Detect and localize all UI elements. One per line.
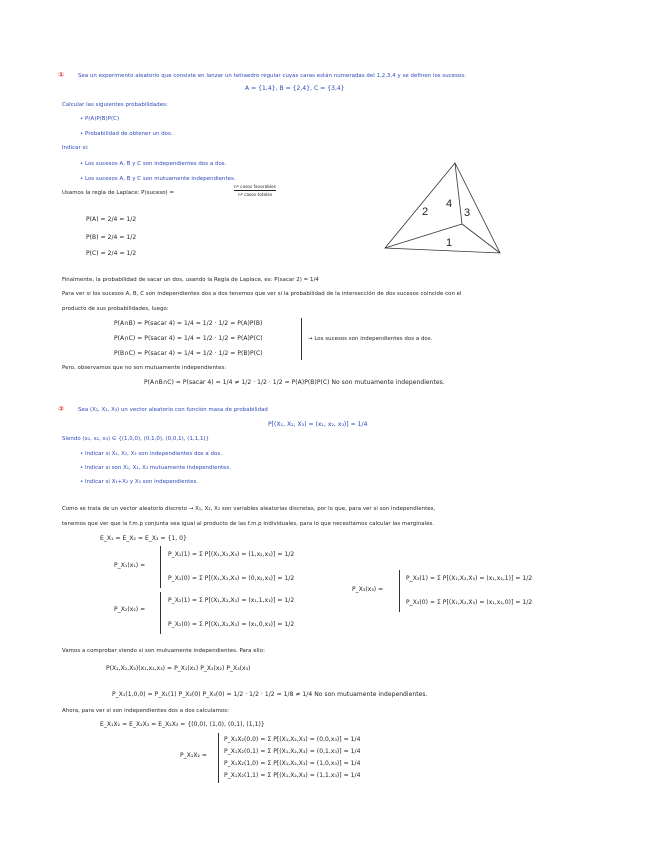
marg-x2-row-2: P_X₂(0) = Σ P[(X₁,X₂,X₃) = (x₁,0,x₃)] = 1/2	[168, 621, 295, 628]
p2-supports: E_X₁ = E_X₂ = E_X₃ = {1, 0}	[100, 535, 187, 542]
p2-item-1: • Indicar si X₁, X₂, X₃ son independientes dos a dos.	[80, 451, 222, 457]
pair-brace	[301, 318, 302, 360]
p2-pair-text: Ahora, para ver si son independientes dos a dos calculamos:	[62, 708, 229, 714]
laplace-denominator: nº casos totales	[238, 192, 273, 197]
problem-2-pmf: P[(X₁, X₂, X₃) = (x₁, x₂, x₃)] = 1/4	[268, 421, 368, 428]
marg-x2-brace	[160, 592, 161, 634]
marg-x2-row-1: P_X₂(1) = Σ P[(X₁,X₂,X₃) = (x₁,1,x₃)] = 1/2	[168, 597, 295, 604]
p2-mutual-check: P_X₁(1,0,0) = P_X₁(1) P_X₂(0) P_X₃(0) = 1/2 · 1/2 · 1/2 = 1/8 ≠ 1/4 No son mutuamente independientes.	[112, 691, 428, 698]
p2-mutual-eq: P(X₁,X₂,X₃)(x₁,x₂,x₃) = P_X₁(x₁) P_X₂(x₂) P_X₃(x₃)	[106, 665, 251, 672]
problem-2-siendo: Siendo (x₁, x₂, x₃) ∈ {(1,0,0), (0,1,0), (0,0,1), (1,1,1)}	[62, 436, 210, 442]
pair-row-ab: P(A∩B) = P(sacar 4) = 1/4 = 1/2 · 1/2 = P(A)P(B)	[114, 320, 263, 327]
p2-pair-row-3: P_X₁X₂(1,0) = Σ P[(X₁,X₂,X₃) = (1,0,x₃)] = 1/4	[224, 760, 361, 767]
p2-text-2: tenemos que ver que la f.m.p conjunta sea igual al producto de las f.m.p individuales, para lo que necesitamos calcular las marginales.	[62, 521, 435, 527]
p2-pair-row-2: P_X₁X₂(0,1) = Σ P[(X₁,X₂,X₃) = (0,1,x₃)] = 1/4	[224, 748, 361, 755]
calc-title: Calcular las siguientes probabilidades:	[62, 102, 168, 108]
problem-1-events: A = {1,4}, B = {2,4}, C = {3,4}	[245, 85, 345, 92]
prob-c: P(C) = 2/4 = 1/2	[86, 250, 137, 257]
marg-x3-brace	[399, 570, 400, 612]
calc-item-1: • P(A)P(B)P(C)	[80, 116, 120, 122]
indicate-item-2: • Los sucesos A, B y C son mutuamente independientes.	[80, 176, 236, 182]
p2-text-1: Como se trata de un vector aleatorio discreto → X₁, X₂, X₃ son variables aleatorias discretas, por lo que, para ver si son independientes,	[62, 506, 436, 512]
mutual-row: P(A∩B∩C) = P(sacar 4) = 1/4 ≠ 1/2 · 1/2 · 1/2 = P(A)P(B)P(C) No son mutuamente independientes.	[144, 379, 445, 386]
p2-pair-brace	[218, 733, 219, 783]
problem-1-number: ①	[58, 71, 64, 79]
prob-b: P(B) = 2/4 = 1/2	[86, 234, 137, 241]
mutual-text: Pero, observamos que no son mutuamente independientes:	[62, 365, 227, 371]
problem-2-number: ②	[58, 405, 64, 413]
laplace-numerator: nº casos favorables	[234, 184, 276, 189]
marg-x3-row-1: P_X₃(1) = Σ P[(X₁,X₂,X₃) = (x₁,x₂,1)] = 1/2	[406, 575, 533, 582]
p2-pair-support: E_X₁X₂ = E_X₁X₃ = E_X₂X₃ = {(0,0), (1,0), (0,1), (1,1)}	[100, 721, 265, 728]
indep-text-1: Para ver si los sucesos A, B, C son independientes dos a dos tenemos que ver si la probabilidad de la intersección de dos sucesos coincide con el	[62, 291, 462, 297]
prob-two-text: Finalmente, la probabilidad de sacar un dos, usando la Regla de Laplace, es: P(sacar 2) = 1/4	[62, 277, 319, 283]
face-label-1: 1	[446, 237, 453, 249]
p2-pair-row-1: P_X₁X₂(0,0) = Σ P[(X₁,X₂,X₃) = (0,0,x₃)] = 1/4	[224, 736, 361, 743]
marg-x1-brace	[160, 546, 161, 588]
marg-x3-label: P_X₃(x₃) =	[352, 586, 384, 593]
p2-pair-label: P_X₁X₂ =	[180, 752, 207, 759]
laplace-rule: Usamos la regla de Laplace: P(suceso) =	[62, 190, 175, 196]
marg-x1-row-1: P_X₁(1) = Σ P[(X₁,X₂,X₃) = (1,x₂,x₃)] = 1/2	[168, 551, 295, 558]
calc-item-2: • Probabilidad de obtener un dos.	[80, 131, 173, 137]
prob-a: P(A) = 2/4 = 1/2	[86, 216, 137, 223]
p2-pair-row-4: P_X₁X₂(1,1) = Σ P[(X₁,X₂,X₃) = (1,1,x₃)] = 1/4	[224, 772, 361, 779]
marg-x1-label: P_X₁(x₁) =	[114, 562, 146, 569]
face-label-4: 4	[446, 198, 453, 210]
p2-item-2: • Indicar si son X₁, X₂, X₃ mutuamente independientes.	[80, 465, 232, 471]
pair-row-ac: P(A∩C) = P(sacar 4) = 1/4 = 1/2 · 1/2 = P(A)P(C)	[114, 335, 263, 342]
face-label-3: 3	[464, 207, 471, 219]
marg-x1-row-2: P_X₁(0) = Σ P[(X₁,X₂,X₃) = (0,x₂,x₃)] = 1/2	[168, 575, 295, 582]
p2-mutual-text: Vamos a comprobar viendo si son mutuamente independientes. Para ello:	[62, 648, 265, 654]
indicate-item-1: • Los sucesos A, B y C son independientes dos a dos.	[80, 161, 227, 167]
marg-x3-row-2: P_X₃(0) = Σ P[(X₁,X₂,X₃) = (x₁,x₂,0)] = 1/2	[406, 599, 533, 606]
indicate-title: Indicar si:	[62, 145, 89, 151]
indep-text-2: producto de sus probabilidades, luego:	[62, 306, 169, 312]
problem-1-intro: Sea un experimento aleatorio que consiste en lanzar un tetraedro regular cuyas caras están numeradas del 1,2,3,4 y se definen los sucesos:	[78, 73, 467, 79]
marg-x2-label: P_X₂(x₂) =	[114, 606, 146, 613]
p2-item-3: • Indicar si X₁+X₂ y X₃ son independientes.	[80, 479, 199, 485]
pair-conclusion: → Los sucesos son independientes dos a dos.	[308, 336, 433, 342]
pair-row-bc: P(B∩C) = P(sacar 4) = 1/4 = 1/2 · 1/2 = P(B)P(C)	[114, 350, 263, 357]
problem-2-intro: Sea (X₁, X₂, X₃) un vector aleatorio con función masa de probabilidad	[78, 407, 268, 413]
face-label-2: 2	[422, 206, 429, 218]
